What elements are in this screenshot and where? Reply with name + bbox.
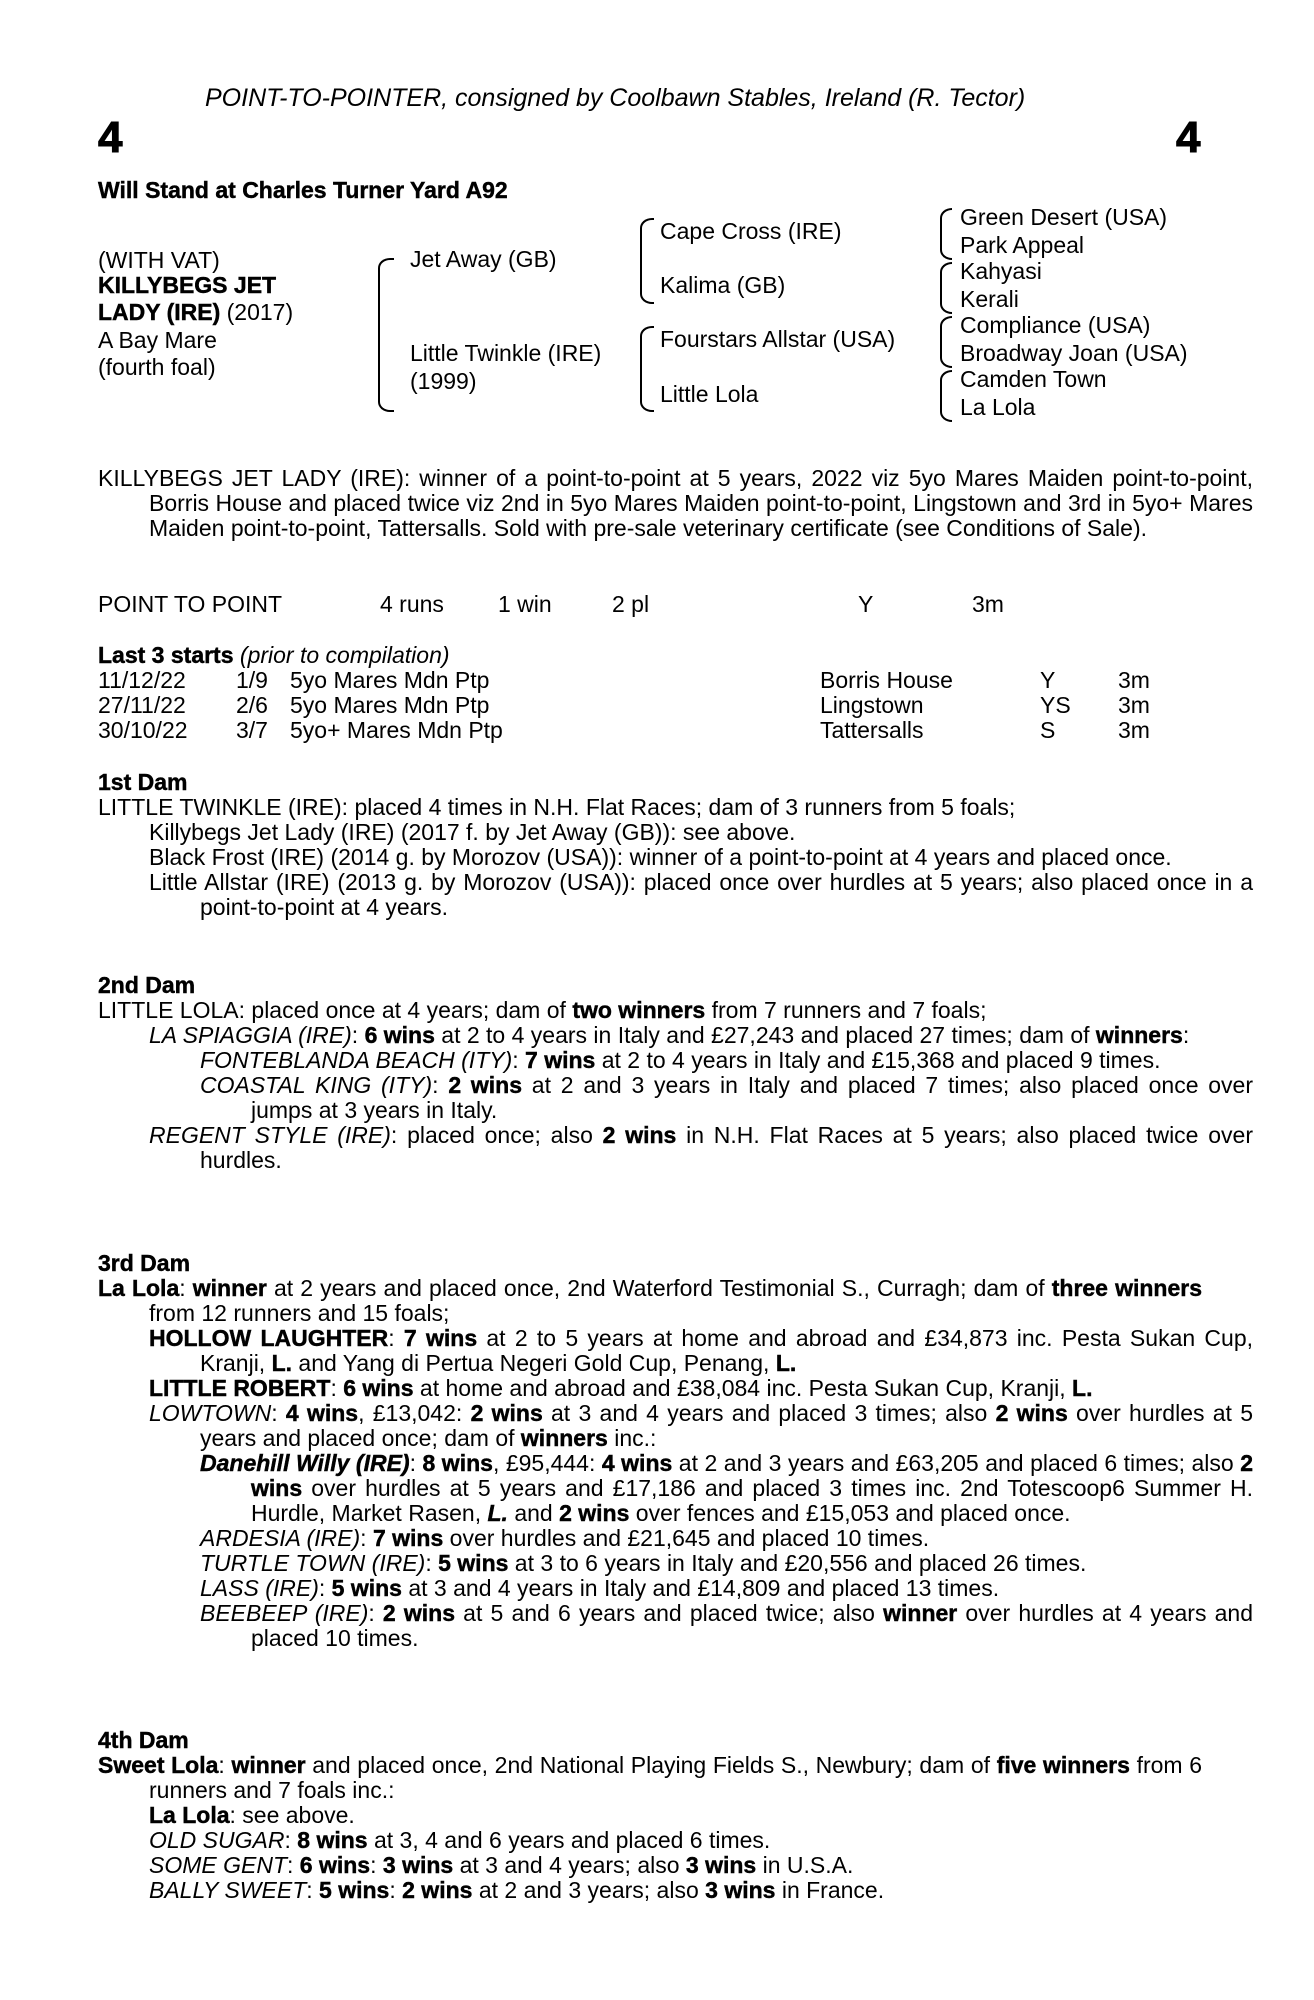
record-going: Y [858, 591, 874, 617]
start-course-3: Tattersalls [820, 717, 924, 743]
third-dam-progeny-robert: LITTLE ROBERT: 6 wins at home and abroad and £38,084 inc. Pesta Sukan Cup, Kranji, L. [149, 1375, 1093, 1401]
start-date-1: 11/12/22 [98, 667, 186, 693]
fourth-dam-progeny-gent: SOME GENT: 6 wins: 3 wins at 3 and 4 years; also 3 wins in U.S.A. [149, 1852, 854, 1878]
pedigree-dam-sire: Fourstars Allstar (USA) [660, 326, 896, 352]
fourth-dam-progeny-lalola: La Lola: see above. [149, 1802, 355, 1828]
pedigree-sire-sire: Cape Cross (IRE) [660, 218, 842, 244]
second-dam-progeny-spiaggia: LA SPIAGGIA (IRE): 6 wins at 2 to 4 years in Italy and £27,243 and placed 27 times; dam of winners: [149, 1022, 1190, 1048]
record-distance: 3m [972, 591, 1004, 617]
consignment-header: POINT-TO-POINTER, consigned by Coolbawn Stables, Ireland (R. Tector) [205, 84, 1026, 112]
pedigree-dam-dam: Little Lola [660, 381, 759, 407]
pedigree-brace-1 [378, 258, 394, 412]
pedigree-dam-year: (1999) [410, 368, 477, 394]
fourth-dam-section [98, 1753, 1202, 1903]
third-dam-progeny-lowtown: LOWTOWN: 4 wins, £13,042: 2 wins at 3 and 4 years and placed 3 times; also 2 wins over hurdles at 5 years and placed once; dam of winners inc.: [149, 1400, 1253, 1451]
fourth-dam-progeny-bally: BALLY SWEET: 5 wins: 2 wins at 2 and 3 years; also 3 wins in France. [149, 1877, 885, 1903]
third-dam-section [98, 1275, 1254, 1651]
first-dam-heading: 1st Dam [98, 769, 188, 795]
start-pos-2: 2/6 [236, 692, 268, 718]
last-starts-heading: Last 3 starts (prior to compilation) [98, 642, 450, 668]
third-dam-progeny-beebeep: BEEBEEP (IRE): 2 wins at 5 and 6 years and placed twice; also winner over hurdles at 4 years and placed 10 times. [200, 1600, 1254, 1651]
record-wins: 1 win [498, 591, 552, 617]
pedigree-brace-3c [940, 316, 952, 368]
pedigree-sire-dam: Kalima (GB) [660, 272, 786, 298]
horse-name-line1: KILLYBEGS JET [98, 272, 277, 298]
start-race-3: 5yo+ Mares Mdn Ptp [290, 717, 503, 743]
pedigree-brace-3d [940, 370, 952, 422]
start-pos-1: 1/9 [236, 667, 268, 693]
start-going-1: Y [1040, 667, 1056, 693]
record-placed: 2 pl [612, 591, 650, 617]
third-dam-progeny-ardesia: ARDESIA (IRE): 7 wins over hurdles and £21,645 and placed 10 times. [200, 1525, 930, 1551]
third-dam-progeny-hollow: HOLLOW LAUGHTER: 7 wins at 2 to 5 years at home and abroad and £34,873 inc. Pesta Sukan Cup, Kranji, L. and Yang di Pertua Negeri Gold Cup, Penang, L. [149, 1325, 1254, 1376]
stand-note: Will Stand at Charles Turner Yard A92 [98, 177, 508, 203]
first-dam-progeny-2: Black Frost (IRE) (2014 g. by Morozov (USA)): winner of a point-to-point at 4 years and placed once. [149, 844, 1172, 870]
pedigree-dds: Camden Town [960, 366, 1107, 392]
pedigree-brace-2a [640, 218, 654, 304]
start-date-2: 27/11/22 [98, 692, 186, 718]
pedigree-brace-2b [640, 326, 654, 412]
pedigree-ddd: La Lola [960, 394, 1036, 420]
pedigree-sire: Jet Away (GB) [410, 246, 557, 272]
start-dist-3: 3m [1118, 717, 1150, 743]
pedigree-brace-3a [940, 208, 952, 260]
first-dam-progeny-1: Killybegs Jet Lady (IRE) (2017 f. by Jet Away (GB)): see above. [149, 819, 796, 845]
start-going-3: S [1040, 717, 1056, 743]
vat-note: (WITH VAT) [98, 247, 220, 273]
start-date-3: 30/10/22 [98, 717, 188, 743]
fourth-dam-heading: 4th Dam [98, 1727, 189, 1753]
race-summary: KILLYBEGS JET LADY (IRE): winner of a point-to-point at 5 years, 2022 viz 5yo Mares Maiden point-to-point, Borris House and placed twice viz 2nd in 5yo Mares Maiden point-to-point, Lingstown and 3rd in 5yo+ Mares Maiden point-to-point, Tattersalls. Sold with pre-sale veterinary certificate (see Conditions of Sale). [98, 465, 1253, 541]
pedigree-sss: Green Desert (USA) [960, 204, 1168, 230]
start-dist-2: 3m [1118, 692, 1150, 718]
lot-number-left: 4 [98, 113, 123, 162]
first-dam-intro: LITTLE TWINKLE (IRE): placed 4 times in N.H. Flat Races; dam of 3 runners from 5 foals; [98, 794, 1016, 820]
pedigree-sds: Kahyasi [960, 258, 1042, 284]
pedigree-ssd: Park Appeal [960, 232, 1085, 258]
pedigree-brace-3b [940, 262, 952, 314]
second-dam-heading: 2nd Dam [98, 972, 196, 998]
first-dam-progeny-3: Little Allstar (IRE) (2013 g. by Morozov (USA)): placed once over hurdles at 5 years; also placed once in a point-to-point at 4 years. [149, 869, 1253, 920]
start-going-2: YS [1040, 692, 1071, 718]
third-dam-progeny-danehill: Danehill Willy (IRE): 8 wins, £95,444: 4 wins at 2 and 3 years and £63,205 and placed 6 times; also 2 wins over hurdles at 5 years and £17,186 and placed 3 times inc. 2nd Totescoop6 Summer H. Hurdle, Market Rasen, L. and 2 wins over fences and £15,053 and placed once. [200, 1450, 1254, 1526]
second-dam-progeny-regent: REGENT STYLE (IRE): placed once; also 2 wins in N.H. Flat Races at 5 years; also placed twice over hurdles. [149, 1122, 1253, 1173]
second-dam-intro: LITTLE LOLA: placed once at 4 years; dam of two winners from 7 runners and 7 foals; [98, 997, 987, 1023]
start-course-1: Borris House [820, 667, 953, 693]
second-dam-progeny-coastal: COASTAL KING (ITY): 2 wins at 2 and 3 years in Italy and placed 7 times; also placed once over jumps at 3 years in Italy. [200, 1072, 1254, 1123]
horse-description: A Bay Mare [98, 327, 217, 353]
third-dam-progeny-turtle: TURTLE TOWN (IRE): 5 wins at 3 to 6 years in Italy and £20,556 and placed 26 times. [200, 1550, 1087, 1576]
third-dam-intro: La Lola: winner at 2 years and placed once, 2nd Waterford Testimonial S., Curragh; dam of three winners from 12 runners and 15 foals; [98, 1275, 1203, 1326]
pedigree-dss: Compliance (USA) [960, 312, 1151, 338]
pedigree-sdd: Kerali [960, 286, 1019, 312]
start-race-2: 5yo Mares Mdn Ptp [290, 692, 490, 718]
first-dam-section [98, 794, 1253, 920]
horse-name-line2: LADY (IRE) (2017) [98, 299, 294, 325]
third-dam-progeny-lass: LASS (IRE): 5 wins at 3 and 4 years in Italy and £14,809 and placed 13 times. [200, 1575, 1000, 1601]
pedigree-dam: Little Twinkle (IRE) [410, 340, 602, 366]
second-dam-progeny-fonteblanda: FONTEBLANDA BEACH (ITY): 7 wins at 2 to 4 years in Italy and £15,368 and placed 9 times. [200, 1047, 1161, 1073]
foal-number: (fourth foal) [98, 354, 216, 380]
third-dam-heading: 3rd Dam [98, 1250, 191, 1276]
lot-number-right: 4 [1176, 113, 1201, 162]
record-runs: 4 runs [380, 591, 444, 617]
second-dam-section [98, 997, 1254, 1173]
fourth-dam-intro: Sweet Lola: winner and placed once, 2nd National Playing Fields S., Newbury; dam of five winners from 6 runners and 7 foals inc.: [98, 1752, 1203, 1803]
pedigree-dsd: Broadway Joan (USA) [960, 340, 1188, 366]
start-race-1: 5yo Mares Mdn Ptp [290, 667, 490, 693]
start-course-2: Lingstown [820, 692, 924, 718]
start-pos-3: 3/7 [236, 717, 268, 743]
fourth-dam-progeny-sugar: OLD SUGAR: 8 wins at 3, 4 and 6 years and placed 6 times. [149, 1827, 771, 1853]
start-dist-1: 3m [1118, 667, 1150, 693]
record-label: POINT TO POINT [98, 591, 283, 617]
